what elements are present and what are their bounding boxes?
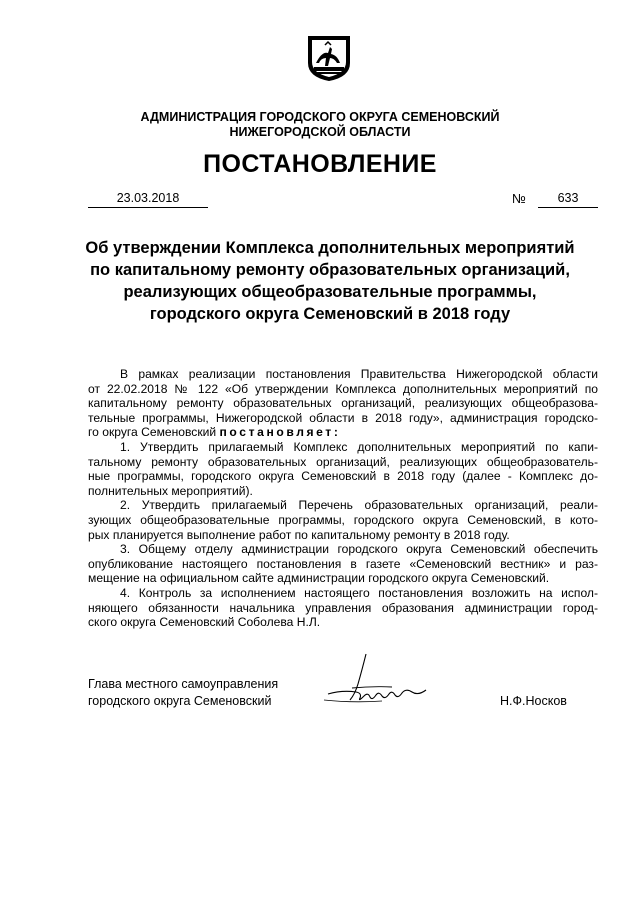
preamble-last-line: [88, 425, 598, 440]
item-2-line: рых планируется выполнение работ по капитальному ремонту в 2018 году.: [88, 527, 510, 542]
preamble-line: тельные программы, Нижегородской области в 2018 году», администрация городско-: [88, 410, 598, 425]
document-date: 23.03.2018: [88, 191, 208, 208]
preamble-line: от 22.02.2018 № 122 «Об утверждении Комплекса дополнительных мероприятий по: [88, 381, 598, 396]
coat-of-arms-icon: [304, 33, 354, 83]
document-number: 633: [538, 191, 598, 208]
item-1-line: 1. Утвердить прилагаемый Комплекс дополнительных мероприятий по капи-: [120, 440, 598, 454]
preamble-line: капитальному ремонту образовательных организаций, реализующих общеобразова-: [88, 396, 598, 411]
item-3-line: опубликование настоящего постановления в газете «Семеновский вестник» и раз-: [88, 556, 598, 571]
authority-name-line2: НИЖЕГОРОДСКОЙ ОБЛАСТИ: [229, 125, 411, 139]
item-4-line: 4. Контроль за исполнением настоящего постановления возложить на испол-: [120, 586, 598, 600]
document-title-line: городского округа Семеновский в 2018 году: [149, 305, 511, 323]
item-3-line: мещение на официальном сайте администрации городского округа Семеновский.: [88, 571, 550, 586]
item-1-line: полнительных мероприятий).: [88, 483, 253, 498]
number-label: №: [512, 191, 526, 206]
item-4-line: ского округа Семеновский Соболева Н.Л.: [88, 615, 321, 630]
item-1-line: ные программы, городского округа Семеновский в 2018 году (далее - Комплекс до-: [88, 469, 598, 484]
signatory-position-line: городского округа Семеновский: [88, 694, 272, 708]
document-title-line: реализующих общеобразовательные программы,: [123, 283, 537, 301]
handwritten-signature-icon: [322, 650, 452, 710]
document-title-line: Об утверждении Комплекса дополнительных мероприятий: [85, 239, 575, 257]
authority-name-line1: АДМИНИСТРАЦИЯ ГОРОДСКОГО ОКРУГА СЕМЕНОВСКИЙ: [140, 110, 500, 124]
signatory-name: Н.Ф.Носков: [500, 694, 567, 708]
preamble-line: го округа Семеновский: [88, 425, 220, 440]
item-2-line: 2. Утвердить прилагаемый Перечень образовательных организаций, реали-: [120, 498, 598, 513]
item-3-line: 3. Общему отделу администрации городского округа Семеновский обеспечить: [120, 542, 598, 557]
document-type-heading: ПОСТАНОВЛЕНИЕ: [203, 150, 437, 178]
item-4-line: няющего обязанности начальника управления образования администрации город-: [88, 600, 598, 615]
item-2-line: зующих общеобразовательные программы, городского округа Семеновский, в кото-: [88, 513, 598, 527]
document-title-line: по капитальному ремонту образовательных организаций,: [90, 261, 570, 279]
signatory-position-line: Глава местного самоуправления: [88, 677, 279, 691]
item-1-line: тальному ремонту образовательных организаций, реализующих общеобразователь-: [88, 454, 598, 469]
decree-word: постановляет:: [219, 425, 341, 440]
preamble-line: В рамках реализации постановления Правительства Нижегородской области: [120, 367, 598, 381]
